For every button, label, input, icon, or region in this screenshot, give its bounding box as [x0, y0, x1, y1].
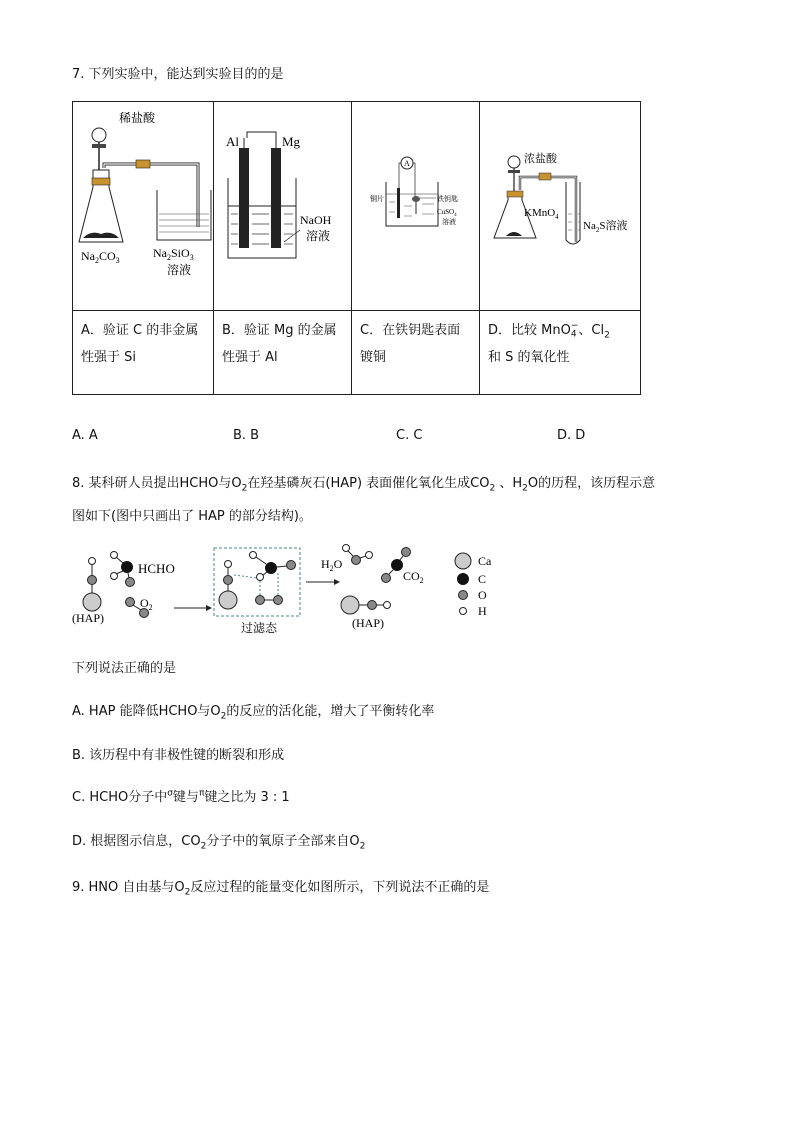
svg-text:(HAP): (HAP) [352, 616, 384, 630]
svg-text:CuSO4: CuSO$_4$ [437, 208, 457, 218]
caption-b: B．验证 Mg 的金属性强于 Al [214, 311, 352, 395]
caption-c: C．在铁钥匙表面镀铜 [352, 311, 480, 395]
q8-option-c[interactable]: C. HCHO分子中$^\sigma$键与$^\pi$键之比为 3 : 1 [72, 788, 290, 805]
svg-text:Al: Al [226, 134, 239, 149]
svg-text:溶液: 溶液 [167, 263, 192, 277]
svg-text:溶液: 溶液 [306, 229, 331, 243]
svg-text:O: O [478, 588, 487, 602]
apparatus-b [214, 102, 352, 311]
svg-text:(HAP): (HAP) [72, 611, 104, 625]
q8-stem-line2: 图如下(图中只画出了 HAP 的部分结构)。 [72, 509, 312, 524]
q7-option-b[interactable]: B. B [233, 428, 260, 443]
caption-a: A．验证 C 的非金属性强于 Si [73, 311, 214, 395]
apparatus-d [480, 102, 641, 311]
svg-text:KMnO4: KMnO$_4$ [524, 207, 559, 221]
svg-text:Na2S溶液: $Na_2S$溶液 [583, 220, 628, 234]
caption-d: D．比较 MnO− $_4$ 、$Cl_2$ 和 S 的氧化性 [480, 311, 641, 395]
apparatus-a-drawing [73, 102, 213, 306]
svg-text:A: A [404, 159, 410, 168]
svg-text:H2O: $H_2O$ [321, 557, 343, 573]
q7-table [72, 101, 641, 395]
svg-text:Ca: Ca [478, 554, 492, 568]
apparatus-a [73, 102, 214, 311]
q8-mechanism-figure [70, 540, 510, 640]
svg-text:HCHO: HCHO [138, 561, 175, 576]
apparatus-b-drawing [214, 102, 351, 306]
q8-option-d[interactable]: D. 根据图示信息，$CO_2$分子中的氧原子全部来自$O_2$ [72, 834, 366, 852]
q7-option-c[interactable]: C. C [396, 428, 423, 443]
svg-text:NaOH: NaOH [300, 213, 332, 227]
svg-text:H: H [478, 604, 487, 618]
q9-stem: 9. HNO 自由基与$O_2$反应过程的能量变化如图所示，下列说法不正确的是 [72, 880, 490, 898]
svg-text:C: C [478, 572, 487, 586]
svg-text:浓盐酸: 浓盐酸 [524, 153, 557, 165]
svg-text:Na2CO3: $Na_2CO_3$ [81, 249, 120, 265]
svg-text:溶液: 溶液 [442, 218, 456, 226]
apparatus-d-drawing [480, 102, 640, 306]
q8-stem-line1: 8. 某科研人员提出HCHO与$O_2$在羟基磷灰石(HAP) 表面催化氧化生成$CO_2$ 、$H_2O$的历程，该历程示意 [72, 476, 656, 494]
svg-text:铁钥匙: 铁钥匙 [437, 195, 458, 203]
svg-text:Mg: Mg [282, 134, 301, 149]
apparatus-c-drawing [352, 102, 479, 306]
q7-option-a[interactable]: A. A [72, 428, 98, 443]
q8-option-a[interactable]: A. HAP 能降低HCHO与$O_2$的反应的活化能，增大了平衡转化率 [72, 704, 435, 722]
q7-option-d[interactable]: D. D [557, 428, 586, 443]
svg-text:过滤态: 过滤态 [241, 621, 278, 635]
svg-text:铜片: 铜片 [370, 195, 384, 203]
svg-text:O2: $O_2$ [140, 596, 153, 612]
svg-text:Na2SiO3: $Na_2SiO_3$ [153, 246, 194, 262]
q7-stem: 7. 下列实验中，能达到实验目的的是 [72, 67, 284, 82]
svg-text:CO2: $CO_2$ [403, 569, 424, 585]
q8-prompt: 下列说法正确的是 [72, 661, 177, 676]
apparatus-c [352, 102, 480, 311]
label-dilute-hcl: 稀盐酸 [119, 111, 156, 125]
q8-option-b[interactable]: B. 该历程中有非极性键的断裂和形成 [72, 748, 285, 763]
q8-legend [455, 553, 492, 618]
